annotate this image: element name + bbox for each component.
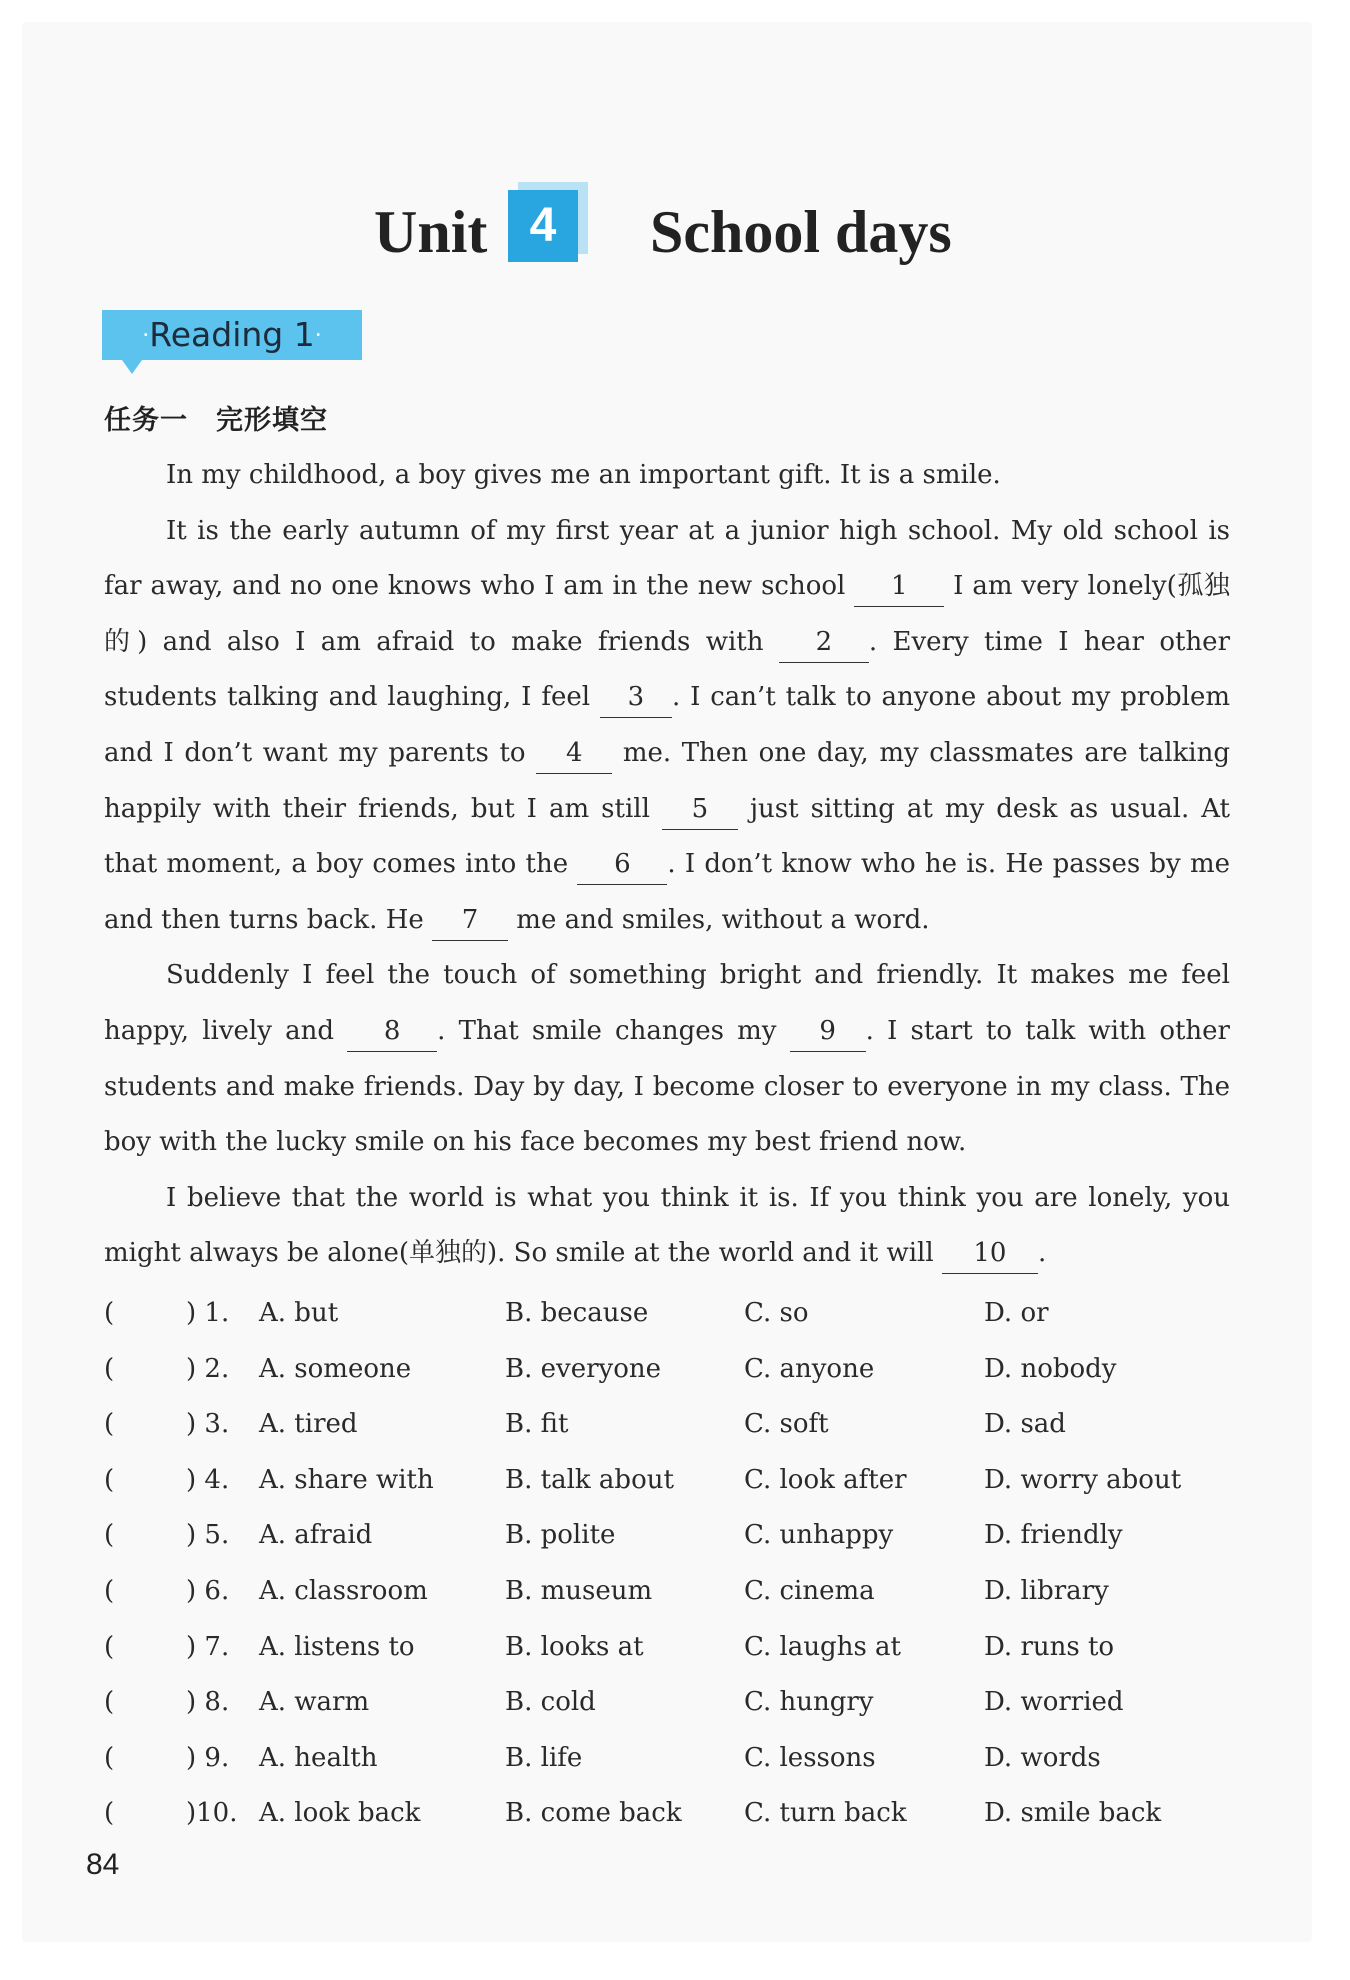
question-number: ) 8. [186, 1687, 230, 1718]
page-number: 84 [86, 1848, 120, 1881]
option-a: A. listens to [259, 1631, 415, 1662]
option-b: B. looks at [505, 1631, 644, 1662]
blank-9[interactable]: 9 [790, 1011, 866, 1052]
option-c: C. lessons [744, 1742, 876, 1773]
question-list [104, 1286, 1244, 1842]
question-row [104, 1342, 1244, 1398]
unit-title [0, 190, 1350, 280]
option-a: A. afraid [259, 1520, 373, 1551]
option-b: B. life [505, 1742, 583, 1773]
blank-7[interactable]: 7 [432, 900, 508, 941]
task-heading [104, 398, 328, 437]
section-banner [102, 310, 362, 360]
option-c: C. soft [744, 1409, 829, 1440]
answer-blank[interactable]: ( [104, 1798, 115, 1829]
answer-blank[interactable]: ( [104, 1742, 115, 1773]
question-number: ) 2. [186, 1353, 230, 1384]
option-c: C. anyone [744, 1353, 875, 1384]
answer-blank[interactable]: ( [104, 1353, 115, 1384]
option-a: A. share with [259, 1464, 434, 1495]
option-d: D. runs to [984, 1631, 1115, 1662]
option-d: D. worry about [984, 1464, 1182, 1495]
banner-tail [122, 360, 142, 374]
option-a: A. warm [259, 1687, 370, 1718]
dot-icon: · [314, 323, 322, 349]
question-row [104, 1675, 1244, 1731]
paragraph-2: It is the early autumn of my first year at a junior high school. My old school is far away, and no one knows who I am in the new school 1 I am very lonely(孤独的) and also I am afraid to make friends with 2 . Every time I hear other students talking and laughing, I feel 3 . I can’t talk to anyone about my problem and I don’t want my parents to 4 me. Then one day, my classmates are talking happily with their friends, but I am still 5 just sitting at my desk as usual. At that moment, a boy comes into the 6 . I don’t know who he is. He passes by me and then turns back. He 7 me and smiles, without a word. [104, 504, 1230, 949]
option-d: D. words [984, 1742, 1101, 1773]
paragraph-4: I believe that the world is what you think it is. If you think you are lonely, you might always be alone(单独的). So smile at the world and it will 10 . [104, 1171, 1230, 1282]
section-label-wrap [102, 310, 362, 362]
option-a: A. but [259, 1298, 339, 1328]
answer-blank[interactable]: ( [104, 1575, 115, 1606]
option-b: B. cold [505, 1687, 596, 1718]
unit-word: Unit [374, 199, 488, 265]
task-number: 任务一 [104, 405, 188, 436]
option-a: A. someone [259, 1353, 412, 1384]
question-number: ) 1. [186, 1298, 230, 1328]
option-d: D. friendly [984, 1520, 1123, 1551]
passage [104, 448, 1230, 1282]
option-c: C. look after [744, 1464, 907, 1495]
option-c: C. cinema [744, 1575, 875, 1606]
answer-blank[interactable]: ( [104, 1464, 115, 1495]
option-b: B. fit [505, 1409, 569, 1440]
option-d: D. library [984, 1575, 1109, 1606]
blank-4[interactable]: 4 [536, 733, 612, 774]
unit-number: 4 [529, 199, 557, 252]
answer-blank[interactable]: ( [104, 1520, 115, 1551]
option-d: D. smile back [984, 1798, 1162, 1829]
option-a: A. tired [259, 1409, 358, 1440]
section-label: Reading 1 [149, 315, 315, 354]
question-number: ) 6. [186, 1575, 230, 1606]
question-number: ) 7. [186, 1631, 230, 1662]
option-c: C. so [744, 1298, 809, 1328]
blank-10[interactable]: 10 [942, 1233, 1038, 1274]
question-row [104, 1620, 1244, 1676]
dot-icon: · [142, 323, 150, 349]
option-b: B. polite [505, 1520, 616, 1551]
task-type: 完形填空 [216, 405, 328, 436]
option-c: C. laughs at [744, 1631, 902, 1662]
option-b: B. everyone [505, 1353, 661, 1384]
question-row [104, 1453, 1244, 1509]
blank-1[interactable]: 1 [854, 566, 944, 607]
question-number: ) 5. [186, 1520, 230, 1551]
answer-blank[interactable]: ( [104, 1687, 115, 1718]
blank-8[interactable]: 8 [347, 1011, 437, 1052]
question-number: )10. [186, 1798, 238, 1829]
option-c: C. hungry [744, 1687, 874, 1718]
blank-5[interactable]: 5 [662, 789, 738, 830]
question-row [104, 1508, 1244, 1564]
question-number: ) 4. [186, 1464, 230, 1495]
question-number: ) 3. [186, 1409, 230, 1440]
question-row [104, 1397, 1244, 1453]
option-d: D. sad [984, 1409, 1066, 1440]
question-row [104, 1286, 1244, 1342]
question-row [104, 1564, 1244, 1620]
option-d: D. or [984, 1298, 1049, 1328]
paragraph-1: In my childhood, a boy gives me an important gift. It is a smile. [166, 460, 1001, 490]
blank-3[interactable]: 3 [600, 677, 672, 718]
option-a: A. health [259, 1742, 378, 1773]
option-c: C. unhappy [744, 1520, 894, 1551]
question-row [104, 1731, 1244, 1787]
answer-blank[interactable]: ( [104, 1298, 115, 1328]
answer-blank[interactable]: ( [104, 1409, 115, 1440]
answer-blank[interactable]: ( [104, 1631, 115, 1662]
option-d: D. worried [984, 1687, 1124, 1718]
option-b: B. come back [505, 1798, 682, 1829]
option-a: A. look back [259, 1798, 421, 1829]
option-b: B. museum [505, 1575, 653, 1606]
option-d: D. nobody [984, 1353, 1117, 1384]
blank-6[interactable]: 6 [577, 844, 667, 885]
option-c: C. turn back [744, 1798, 907, 1829]
blank-2[interactable]: 2 [779, 622, 869, 663]
question-row [104, 1786, 1244, 1842]
unit-subtitle: School days [650, 199, 952, 265]
unit-number-box [508, 190, 578, 262]
question-number: ) 9. [186, 1742, 230, 1773]
option-a: A. classroom [259, 1575, 428, 1606]
option-b: B. talk about [505, 1464, 674, 1495]
paragraph-3: Suddenly I feel the touch of something bright and friendly. It makes me feel happy, lively and 8 . That smile changes my 9 . I start to talk with other students and make friends. Day by day, I become closer to everyone in my class. The boy with the lucky smile on his face becomes my best friend now. [104, 960, 1230, 1158]
option-b: B. because [505, 1298, 649, 1328]
